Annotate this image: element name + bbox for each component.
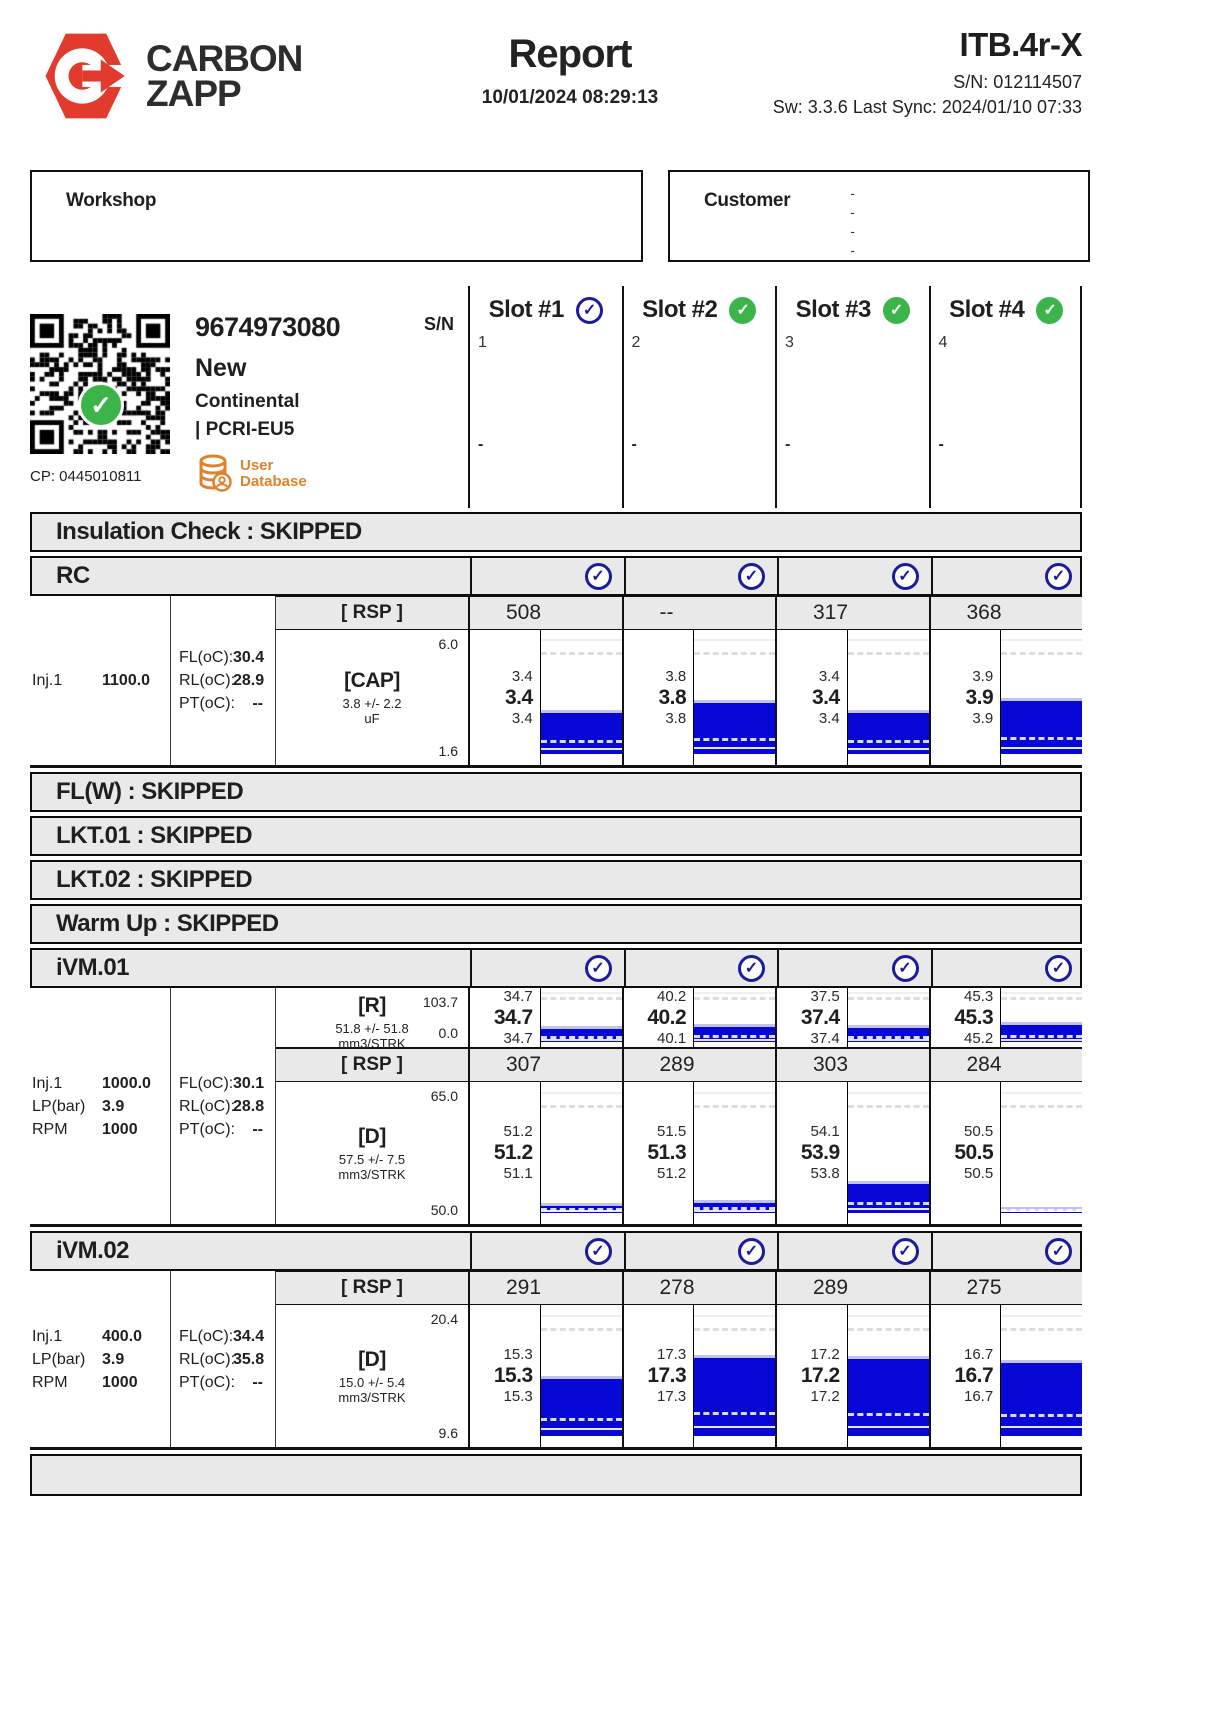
lkt02-bar	[30, 860, 1082, 900]
dash: -	[850, 185, 855, 201]
slot-header-row	[30, 286, 1082, 508]
warmup-bar	[30, 904, 1082, 944]
ivm01-r-chart-slot1	[468, 988, 622, 1048]
customer-label: Customer	[704, 190, 791, 211]
value-min: 16.7	[963, 1388, 994, 1405]
sn-label: S/N	[423, 314, 454, 334]
check-icon: ✓	[892, 1238, 919, 1265]
rc-rsp-slot2: --	[622, 596, 776, 630]
param-value: 1000.0	[102, 1074, 151, 1092]
value-min: 45.2	[963, 1029, 994, 1047]
warmup-label: Warm Up : SKIPPED	[56, 910, 279, 937]
slot-1-dash: -	[478, 436, 484, 453]
flw-bar	[30, 772, 1082, 812]
chart-plot	[540, 1082, 622, 1224]
device-info	[773, 26, 1082, 118]
temp-label: FL(oC):	[179, 1327, 234, 1345]
carbon-zapp-wordmark	[146, 37, 303, 114]
value-max: 17.2	[810, 1346, 840, 1363]
check-icon: ✓	[738, 563, 765, 590]
ivm01-d-chart-slot2	[622, 1082, 776, 1224]
ivm01-d-chart-slot4	[929, 1082, 1083, 1224]
slot-4-title: Slot #4	[949, 296, 1025, 323]
value-avg: 51.3	[647, 1141, 687, 1164]
ivm02-rsp-slot2: 278	[622, 1271, 776, 1305]
rc-section	[30, 556, 1082, 768]
workshop-box	[30, 170, 643, 262]
ivm01-slot3-status	[777, 950, 931, 986]
slot-1-check-icon: ✓	[576, 297, 603, 324]
slot-1-title: Slot #1	[488, 296, 564, 323]
rc-slot2-status	[624, 558, 778, 594]
measure-unit: mm3/STRK	[338, 1166, 406, 1182]
chart-fill	[1001, 1207, 1082, 1213]
value-min: 40.1	[656, 1029, 687, 1047]
ivm02-rsp-slot3: 289	[775, 1271, 929, 1305]
chart-plot	[1000, 988, 1082, 1047]
logo-line1: CARBON	[146, 37, 303, 79]
temp-value: 28.9	[233, 672, 265, 689]
injector-number: 9674973080	[195, 312, 341, 342]
value-max: 51.5	[656, 1123, 687, 1140]
value-max: 45.3	[963, 987, 994, 1005]
param-label: LP(bar)	[32, 1350, 86, 1368]
rc-rsp-slot1: 508	[468, 596, 622, 630]
check-icon: ✓	[1045, 955, 1072, 982]
check-icon: ✓	[738, 955, 765, 982]
ivm01-d-chart-slot3	[775, 1082, 929, 1224]
scale-max: 6.0	[438, 636, 458, 652]
ivm02-slot1-status	[470, 1233, 624, 1269]
dash: -	[850, 204, 855, 220]
param-value: 3.9	[102, 1097, 125, 1115]
param-label: LP(bar)	[32, 1097, 86, 1115]
measure-name: [R]	[358, 994, 386, 1017]
ivm02-rsp-slot4: 275	[929, 1271, 1083, 1305]
value-avg: 45.3	[954, 1005, 994, 1029]
rc-cap-chart-slot4	[929, 630, 1083, 765]
rc-cap-chart-slot1	[468, 630, 622, 765]
slot-3-header	[775, 286, 929, 508]
value-max: 16.7	[963, 1346, 994, 1363]
value-avg: 3.4	[811, 685, 840, 709]
rc-section-header	[30, 556, 1082, 596]
ivm02-temperatures	[170, 1271, 275, 1447]
chart-plot	[693, 1305, 775, 1447]
ivm02-section-body	[30, 1271, 1082, 1450]
carbon-zapp-logo	[40, 30, 302, 122]
chart-fill	[694, 1024, 775, 1042]
report-datetime: 10/01/2024 08:29:13	[481, 87, 659, 108]
chart-plot	[1000, 1305, 1082, 1447]
user-database-line2: Database	[240, 473, 307, 490]
chart-plot	[540, 988, 622, 1047]
ivm02-rsp-slot1: 291	[468, 1271, 622, 1305]
value-min: 15.3	[503, 1388, 533, 1405]
rc-title: RC	[56, 562, 90, 589]
rc-temperatures	[170, 596, 275, 765]
ivm01-rsp-slot4: 284	[929, 1048, 1083, 1082]
ivm01-rsp-slot3: 303	[775, 1048, 929, 1082]
ivm02-d-chart-slot4	[929, 1305, 1083, 1447]
device-model: ITB.4r-X	[959, 26, 1082, 63]
temp-label: PT(oC):	[179, 1373, 235, 1391]
param-label: Inj.1	[32, 672, 63, 689]
value-min: 17.2	[810, 1388, 840, 1405]
ivm01-temperatures	[170, 988, 275, 1224]
chart-fill	[694, 700, 775, 754]
chart-fill	[1001, 1360, 1082, 1435]
injector-condition: New	[195, 354, 247, 382]
report-title-block	[360, 32, 780, 109]
value-max: 54.1	[810, 1123, 840, 1140]
value-avg: 51.2	[493, 1141, 533, 1164]
temp-label: RL(oC):	[179, 672, 236, 689]
ivm01-r-chart-slot2	[622, 988, 776, 1048]
injector-manufacturer: Continental	[195, 391, 300, 412]
ivm01-slot1-status	[470, 950, 624, 986]
scale-max: 20.4	[430, 1311, 458, 1327]
measure-unit: mm3/STRK	[338, 1036, 406, 1051]
report-header	[30, 26, 1082, 154]
value-min: 50.5	[963, 1165, 994, 1182]
customer-placeholder-dashes	[850, 184, 855, 260]
chart-plot	[847, 1305, 929, 1447]
ivm01-test-params	[30, 988, 170, 1224]
check-icon: ✓	[738, 1238, 765, 1265]
rc-cap-measure-cell	[275, 630, 468, 765]
chart-plot	[1000, 1082, 1082, 1224]
chart-fill	[1001, 698, 1082, 755]
value-max: 51.2	[503, 1123, 533, 1140]
slot-4-number: 4	[938, 334, 948, 351]
lkt02-label: LKT.02 : SKIPPED	[56, 866, 253, 893]
slot-3-check-icon: ✓	[883, 297, 910, 324]
chart-plot	[847, 630, 929, 765]
value-avg: 16.7	[954, 1364, 994, 1387]
ivm01-d-chart-slot1	[468, 1082, 622, 1224]
param-label: RPM	[32, 1120, 68, 1138]
scale-min: 9.6	[438, 1425, 458, 1441]
carbon-zapp-logo-icon	[40, 30, 132, 122]
injector-id-cell	[30, 286, 468, 508]
scale-max: 103.7	[422, 994, 458, 1010]
temp-label: RL(oC):	[179, 1097, 236, 1115]
user-database-line1: User	[240, 457, 274, 474]
check-icon: ✓	[1045, 563, 1072, 590]
slot-3-title: Slot #3	[795, 296, 871, 323]
check-icon: ✓	[585, 955, 612, 982]
value-avg: 17.3	[647, 1364, 687, 1387]
chart-fill	[541, 1026, 622, 1042]
customer-box	[668, 170, 1090, 262]
chart-plot	[693, 630, 775, 765]
slot-1-number: 1	[478, 334, 487, 351]
measure-unit: mm3/STRK	[338, 1389, 406, 1405]
chart-fill	[541, 1376, 622, 1436]
ivm01-section-header	[30, 948, 1082, 988]
device-software: Sw: 3.3.6 Last Sync: 2024/01/10 07:33	[772, 97, 1082, 117]
value-min: 34.7	[503, 1029, 533, 1047]
ivm01-slot2-status	[624, 950, 778, 986]
value-max: 50.5	[963, 1123, 994, 1140]
insulation-check-bar	[30, 512, 1082, 552]
ivm02-d-chart-slot1	[468, 1305, 622, 1447]
scale-min: 1.6	[438, 743, 458, 759]
chart-plot	[693, 1082, 775, 1224]
ivm02-slot2-status	[624, 1233, 778, 1269]
param-value: 3.9	[102, 1350, 125, 1368]
dash: -	[850, 223, 855, 239]
ivm02-test-params	[30, 1271, 170, 1447]
value-max: 34.7	[503, 987, 533, 1005]
slot-2-check-icon: ✓	[729, 297, 756, 324]
temp-label: RL(oC):	[179, 1350, 236, 1368]
measure-tolerance: 57.5 +/- 7.5	[338, 1151, 406, 1167]
temp-value: 28.8	[233, 1097, 265, 1115]
param-label: RPM	[32, 1373, 68, 1391]
scale-min: 50.0	[430, 1202, 458, 1218]
value-avg: 37.4	[800, 1005, 840, 1029]
ivm02-slot3-status	[777, 1233, 931, 1269]
value-max: 37.5	[810, 987, 840, 1005]
value-avg: 3.9	[965, 685, 994, 709]
temp-value: --	[252, 695, 263, 712]
ivm02-rsp-label: [ RSP ]	[275, 1271, 468, 1305]
value-min: 3.9	[972, 709, 994, 727]
param-value: 1000	[102, 1120, 138, 1138]
temp-label: PT(oC):	[179, 1120, 235, 1138]
chart-fill	[848, 1181, 929, 1212]
ivm01-title: iVM.01	[56, 954, 130, 981]
results-table	[30, 286, 1082, 1496]
value-avg: 34.7	[493, 1005, 533, 1029]
chart-fill	[694, 1355, 775, 1436]
chart-plot	[693, 988, 775, 1047]
param-label: Inj.1	[32, 1074, 63, 1092]
info-boxes	[30, 170, 1090, 262]
slot-2-title: Slot #2	[642, 296, 718, 323]
rc-section-body	[30, 596, 1082, 768]
dash: -	[850, 242, 855, 258]
value-avg: 53.9	[800, 1141, 840, 1164]
user-database-badge	[198, 454, 307, 494]
value-min: 51.1	[503, 1165, 533, 1182]
value-avg: 40.2	[647, 1005, 687, 1029]
temp-label: FL(oC):	[179, 649, 234, 666]
slot-1-header	[468, 286, 622, 508]
value-max: 3.4	[511, 667, 533, 685]
value-max: 40.2	[656, 987, 687, 1005]
measure-name: [CAP]	[344, 669, 400, 692]
ivm02-slot4-status	[931, 1233, 1085, 1269]
rc-cap-chart-slot3	[775, 630, 929, 765]
value-max: 3.4	[818, 667, 840, 685]
ivm01-rsp-slot1: 307	[468, 1048, 622, 1082]
chart-plot	[847, 1082, 929, 1224]
value-min: 37.4	[810, 1029, 840, 1047]
temp-label: PT(oC):	[179, 695, 235, 712]
temp-value: --	[252, 1373, 263, 1391]
temp-label: FL(oC):	[179, 1074, 234, 1092]
ivm02-d-chart-slot3	[775, 1305, 929, 1447]
temp-value: 34.4	[233, 1327, 265, 1345]
qr-check-icon: ✓	[78, 382, 124, 428]
ivm01-rsp-label: [ RSP ]	[275, 1048, 468, 1082]
user-database-label	[240, 458, 307, 490]
rc-rsp-label: [ RSP ]	[275, 596, 468, 630]
rc-slot3-status	[777, 558, 931, 594]
param-label: Inj.1	[32, 1327, 63, 1345]
value-min: 3.4	[818, 709, 840, 727]
ivm02-d-chart-slot2	[622, 1305, 776, 1447]
ivm02-section	[30, 1231, 1082, 1450]
chart-fill	[694, 1200, 775, 1213]
rc-rsp-slot4: 368	[929, 596, 1083, 630]
chart-plot	[1000, 630, 1082, 765]
slot-2-number: 2	[631, 334, 641, 351]
ivm02-section-header	[30, 1231, 1082, 1271]
measure-name: [D]	[358, 1347, 386, 1371]
ivm01-rsp-slot2: 289	[622, 1048, 776, 1082]
rc-cap-chart-slot2	[622, 630, 776, 765]
param-value: 400.0	[102, 1327, 143, 1345]
chart-fill	[541, 710, 622, 755]
report-page	[30, 0, 1082, 1496]
temp-value: --	[252, 1120, 263, 1138]
chart-plot	[540, 630, 622, 765]
slot-2-header	[622, 286, 776, 508]
check-icon: ✓	[892, 563, 919, 590]
slot-3-number: 3	[785, 334, 794, 351]
value-avg: 3.4	[504, 685, 533, 709]
measure-name: [D]	[358, 1124, 386, 1148]
temp-value: 30.1	[233, 1074, 265, 1092]
value-avg: 50.5	[954, 1141, 994, 1164]
value-min: 3.4	[511, 709, 533, 727]
ivm01-r-measure-cell	[275, 988, 468, 1051]
temp-value: 35.8	[233, 1350, 265, 1368]
ivm01-section-body	[30, 988, 1082, 1227]
ivm01-section	[30, 948, 1082, 1227]
chart-fill	[848, 1356, 929, 1436]
chart-plot	[847, 988, 929, 1047]
slot-3-dash: -	[785, 436, 791, 453]
param-value: 1000	[102, 1373, 138, 1391]
value-avg: 17.2	[800, 1364, 840, 1387]
value-max: 17.3	[656, 1346, 687, 1363]
ivm02-d-measure-cell	[275, 1305, 468, 1447]
ivm01-d-measure-cell	[275, 1082, 468, 1224]
footer-bar	[30, 1454, 1082, 1496]
injector-type: | PCRI-EU5	[195, 419, 295, 440]
value-max: 3.8	[665, 667, 687, 685]
ivm01-r-chart-slot4	[929, 988, 1083, 1048]
chart-plot	[540, 1305, 622, 1447]
check-icon: ✓	[585, 1238, 612, 1265]
slot-2-dash: -	[631, 436, 637, 453]
value-min: 51.2	[656, 1165, 687, 1182]
rc-slot1-status	[470, 558, 624, 594]
chart-fill	[848, 710, 929, 755]
ivm01-r-chart-slot3	[775, 988, 929, 1048]
slot-4-header	[929, 286, 1083, 508]
measure-tolerance: 15.0 +/- 5.4	[338, 1374, 406, 1390]
value-min: 3.8	[665, 709, 687, 727]
rc-slot4-status	[931, 558, 1085, 594]
check-icon: ✓	[1045, 1238, 1072, 1265]
ivm01-slot4-status	[931, 950, 1085, 986]
chart-fill	[848, 1025, 929, 1042]
user-database-icon	[198, 454, 232, 494]
check-icon: ✓	[585, 563, 612, 590]
chart-fill	[541, 1203, 622, 1213]
value-avg: 3.8	[658, 685, 687, 709]
lkt01-label: LKT.01 : SKIPPED	[56, 822, 253, 849]
value-min: 53.8	[810, 1165, 840, 1182]
value-max: 3.9	[972, 667, 994, 685]
lkt01-bar	[30, 816, 1082, 856]
param-value: 1100.0	[102, 672, 151, 689]
device-serial: S/N: 012114507	[953, 72, 1082, 92]
measure-unit: uF	[364, 711, 380, 726]
value-min: 17.3	[656, 1388, 687, 1405]
flw-label: FL(W) : SKIPPED	[56, 778, 244, 805]
value-max: 15.3	[503, 1346, 533, 1363]
chart-fill	[1001, 1022, 1082, 1043]
insulation-check-label: Insulation Check : SKIPPED	[56, 518, 362, 545]
ivm02-title: iVM.02	[56, 1237, 130, 1264]
rc-test-params	[30, 596, 170, 765]
workshop-label: Workshop	[66, 190, 157, 211]
measure-tolerance: 51.8 +/- 51.8	[335, 1021, 409, 1036]
measure-tolerance: 3.8 +/- 2.2	[342, 696, 402, 711]
logo-line2: ZAPP	[146, 73, 241, 114]
check-icon: ✓	[892, 955, 919, 982]
injector-cp: CP: 0445010811	[30, 468, 142, 485]
page-title: Report	[508, 32, 632, 76]
value-avg: 15.3	[493, 1364, 533, 1387]
temp-value: 30.4	[233, 649, 265, 666]
scale-min: 0.0	[438, 1025, 458, 1041]
slot-4-dash: -	[938, 436, 944, 453]
rc-rsp-slot3: 317	[775, 596, 929, 630]
slot-4-check-icon: ✓	[1036, 297, 1063, 324]
scale-max: 65.0	[430, 1088, 458, 1104]
